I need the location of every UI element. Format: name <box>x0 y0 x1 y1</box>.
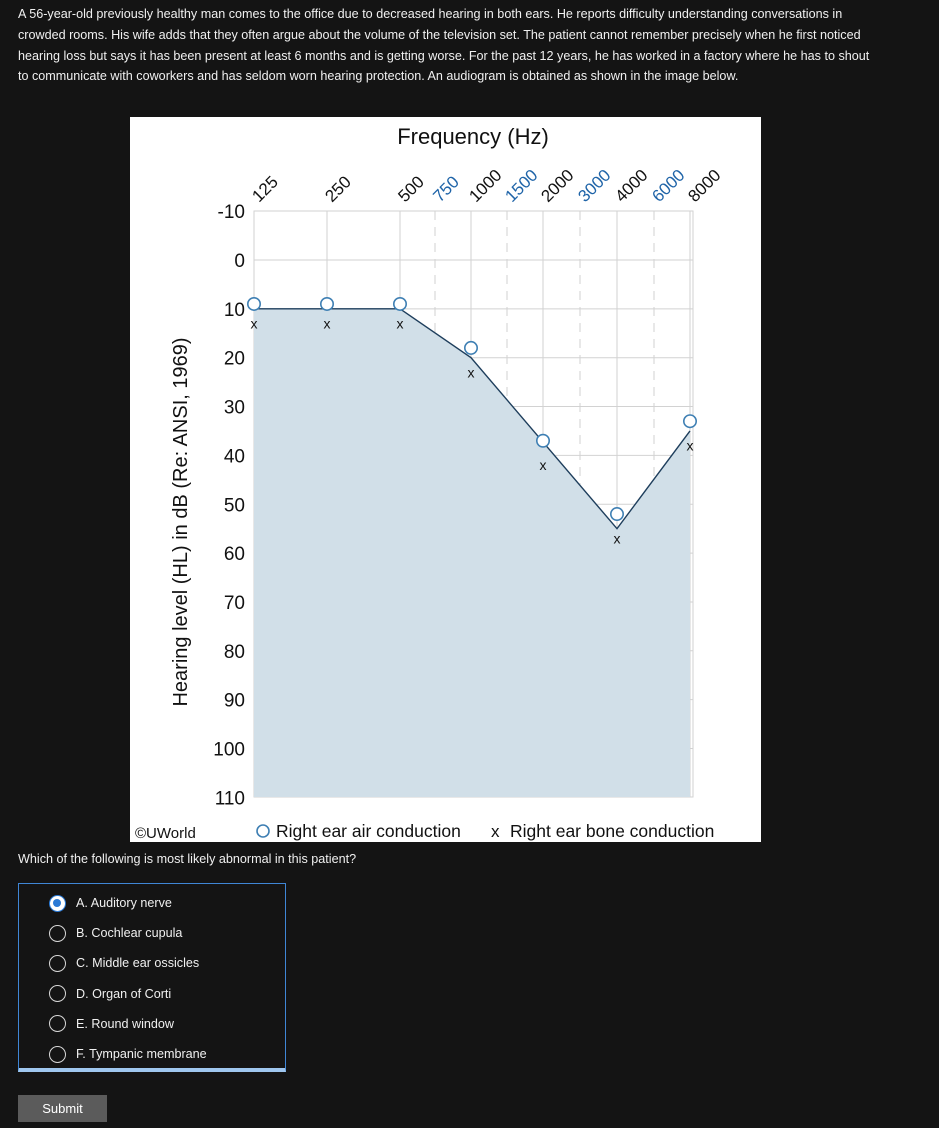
answer-choice[interactable] <box>19 948 285 978</box>
y-tick-label: 10 <box>223 299 245 321</box>
submit-button[interactable]: Submit <box>18 1095 107 1122</box>
legend-bone-label: Right ear bone conduction <box>510 821 715 841</box>
question-prompt: Which of the following is most likely abnormal in this patient? <box>18 852 357 866</box>
audiogram-figure <box>130 117 761 842</box>
y-tick-label: 40 <box>223 446 245 468</box>
radio-button[interactable] <box>49 1046 66 1063</box>
y-tick-label: 70 <box>223 592 245 614</box>
radio-button[interactable] <box>49 925 66 942</box>
y-tick-label: 80 <box>223 641 245 663</box>
air-conduction-marker <box>394 298 406 310</box>
choice-label: A. Auditory nerve <box>76 896 172 910</box>
x-tick-label: 2000 <box>537 165 578 206</box>
bone-conduction-marker: x <box>686 437 694 454</box>
bone-conduction-marker: x <box>467 364 475 381</box>
audiogram-chart <box>130 117 761 842</box>
radio-button[interactable] <box>49 955 66 972</box>
air-conduction-marker <box>684 415 696 427</box>
answer-choices <box>18 883 286 1072</box>
y-tick-label: 50 <box>223 495 245 517</box>
x-tick-label: 8000 <box>684 165 725 206</box>
y-tick-label: 90 <box>223 690 245 712</box>
air-conduction-marker <box>537 435 549 447</box>
choice-label: F. Tympanic membrane <box>76 1047 207 1061</box>
bone-conduction-marker: x <box>396 315 404 332</box>
x-tick-label: 125 <box>248 172 282 206</box>
legend-air-label: Right ear air conduction <box>276 821 461 841</box>
choice-label: E. Round window <box>76 1016 175 1031</box>
x-tick-label: 250 <box>321 172 355 206</box>
answer-choice[interactable] <box>19 918 285 948</box>
question-stem: A 56-year-old previously healthy man comes to the office due to decreased hearing in both ears. He reports difficulty understanding conversations in crowded rooms. His wife adds that they often argue about the volume of the television set. The patient cannot remember precisely when he first noticed hearing loss but says it has been present at least 6 months and is getting worse. For the past 12 years, he has worked in a factory where he has to shout to communicate with coworkers and has seldom worn hearing protection. An audiogram is obtained as shown in the image below. <box>18 7 870 84</box>
x-tick-label: 4000 <box>611 165 652 206</box>
air-conduction-marker <box>321 298 333 310</box>
legend-air-marker <box>257 825 269 837</box>
chart-title: Frequency (Hz) <box>397 124 549 149</box>
choice-label: D. Organ of Corti <box>76 986 172 1001</box>
air-conduction-marker <box>465 342 477 354</box>
bone-conduction-marker: x <box>613 530 621 547</box>
answer-choice[interactable] <box>19 979 285 1009</box>
y-tick-label: -10 <box>217 202 245 224</box>
legend-bone-marker: x <box>491 822 500 841</box>
radio-button[interactable] <box>49 985 66 1002</box>
bone-conduction-marker: x <box>323 315 331 332</box>
bone-conduction-marker: x <box>539 457 547 474</box>
choice-label: C. Middle ear ossicles <box>76 956 200 971</box>
x-tick-label: 3000 <box>574 165 615 206</box>
credit-text: ©UWorld <box>135 825 196 842</box>
y-tick-label: 0 <box>234 251 245 272</box>
y-axis-label: Hearing level (HL) in dB (Re: ANSI, 1969) <box>170 337 192 707</box>
y-tick-label: 20 <box>223 348 245 370</box>
x-tick-label: 1500 <box>501 165 542 206</box>
y-tick-label: 60 <box>223 544 245 566</box>
x-tick-label: 6000 <box>648 165 689 206</box>
answer-choice[interactable] <box>19 1009 285 1039</box>
x-tick-label: 500 <box>394 172 428 206</box>
bone-conduction-marker: x <box>250 315 258 332</box>
radio-button[interactable] <box>49 895 66 912</box>
answer-choice[interactable] <box>19 1039 285 1069</box>
air-conduction-marker <box>611 508 623 520</box>
air-conduction-marker <box>248 298 260 310</box>
x-tick-label: 1000 <box>465 165 506 206</box>
choice-label: B. Cochlear cupula <box>76 926 183 941</box>
y-tick-label: 30 <box>223 397 245 419</box>
answer-choice[interactable] <box>19 888 285 918</box>
x-tick-label: 750 <box>429 172 463 206</box>
radio-button[interactable] <box>49 1015 66 1032</box>
y-tick-label: 100 <box>213 739 245 761</box>
y-tick-label: 110 <box>214 788 245 810</box>
